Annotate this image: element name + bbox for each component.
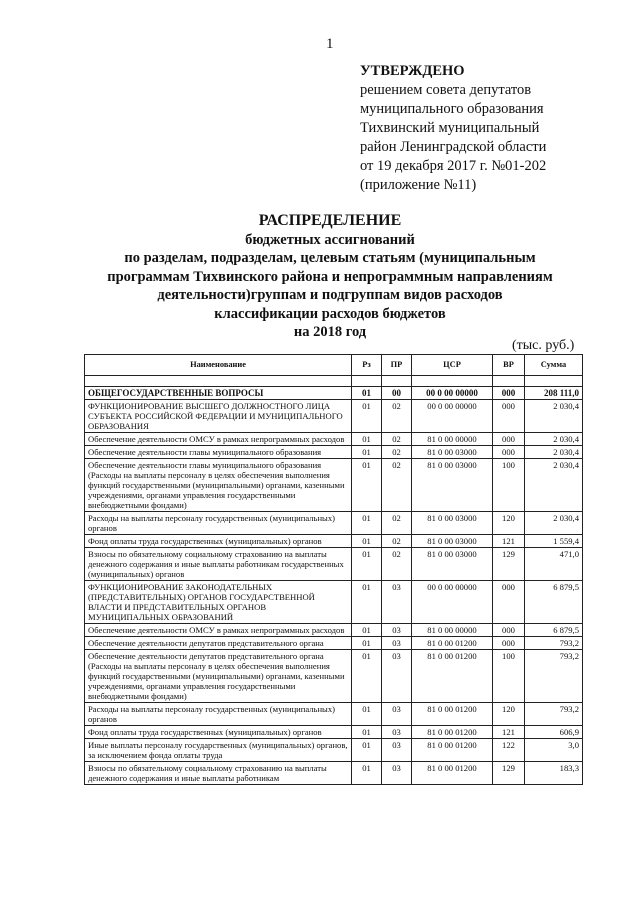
- document-title: [80, 212, 580, 342]
- cell-vr: 129: [493, 762, 525, 785]
- table-row: [85, 637, 583, 650]
- cell-sum: 2 030,4: [525, 433, 583, 446]
- title-line: по разделам, подразделам, целевым статьям (муниципальным: [124, 250, 536, 266]
- cell-sum: 3,0: [525, 739, 583, 762]
- table-row: [85, 535, 583, 548]
- approval-line: (приложение №11): [360, 177, 477, 193]
- approval-line: от 19 декабря 2017 г. №01-202: [360, 158, 547, 174]
- cell-vr: 000: [493, 624, 525, 637]
- cell-pr: 03: [382, 762, 412, 785]
- cell-csr: 00 0 00 00000: [412, 400, 493, 433]
- table-row: [85, 433, 583, 446]
- header-vr: ВР: [493, 355, 525, 376]
- approval-heading: УТВЕРЖДЕНО: [360, 63, 465, 79]
- cell-name: ФУНКЦИОНИРОВАНИЕ ЗАКОНОДАТЕЛЬНЫХ (ПРЕДСТАВИТЕЛЬНЫХ) ОРГАНОВ ГОСУДАРСТВЕННОЙ ВЛАСТИ И ПРЕДСТАВИТЕЛЬНЫХ ОРГАНОВ МУНИЦИПАЛЬНЫХ ОБРАЗОВАНИЙ: [85, 581, 352, 624]
- cell-sum: 2 030,4: [525, 446, 583, 459]
- cell-rz: 01: [352, 400, 382, 433]
- title-line: на 2018 год: [293, 324, 367, 340]
- cell-name: Обеспечение деятельности депутатов представительного органа: [85, 637, 352, 650]
- table-body: [85, 376, 583, 785]
- spacer-row: [85, 376, 583, 387]
- cell-vr: 000: [493, 581, 525, 624]
- cell-sum: 793,2: [525, 650, 583, 703]
- cell-sum: 183,3: [525, 762, 583, 785]
- cell-pr: 03: [382, 624, 412, 637]
- cell-name: Фонд оплаты труда государственных (муниципальных) органов: [85, 726, 352, 739]
- cell-vr: 121: [493, 535, 525, 548]
- approval-block: [360, 62, 546, 195]
- table-row: [85, 548, 583, 581]
- cell-name: Иные выплаты персоналу государственных (муниципальных) органов, за исключением фонда оплаты труда: [85, 739, 352, 762]
- cell-name: Расходы на выплаты персоналу государственных (муниципальных) органов: [85, 703, 352, 726]
- table-row: [85, 387, 583, 400]
- cell-vr: 100: [493, 650, 525, 703]
- cell-name: Расходы на выплаты персоналу государственных (муниципальных) органов: [85, 512, 352, 535]
- cell-vr: 100: [493, 459, 525, 512]
- cell-rz: 01: [352, 762, 382, 785]
- cell-rz: 01: [352, 581, 382, 624]
- cell-pr: 03: [382, 726, 412, 739]
- cell-name: Обеспечение деятельности главы муниципального образования: [85, 446, 352, 459]
- cell-sum: 471,0: [525, 548, 583, 581]
- cell-pr: 02: [382, 433, 412, 446]
- cell-rz: 01: [352, 548, 382, 581]
- cell-vr: 122: [493, 739, 525, 762]
- cell-name: Обеспечение деятельности ОМСУ в рамках непрограммных расходов: [85, 433, 352, 446]
- approval-line: район Ленинградской области: [360, 139, 547, 155]
- cell-vr: 000: [493, 400, 525, 433]
- cell-rz: 01: [352, 459, 382, 512]
- cell-rz: 01: [352, 637, 382, 650]
- cell-csr: 81 0 00 03000: [412, 446, 493, 459]
- cell-vr: 120: [493, 703, 525, 726]
- title-line: бюджетных ассигнований: [245, 231, 415, 248]
- cell-csr: 81 0 00 01200: [412, 637, 493, 650]
- title-main: РАСПРЕДЕЛЕНИЕ: [258, 212, 402, 229]
- cell-rz: 01: [352, 624, 382, 637]
- cell-csr: 81 0 00 01200: [412, 762, 493, 785]
- cell-csr: 81 0 00 01200: [412, 703, 493, 726]
- cell-vr: 000: [493, 637, 525, 650]
- cell-pr: 03: [382, 650, 412, 703]
- cell-pr: 02: [382, 446, 412, 459]
- table-row: [85, 726, 583, 739]
- cell-rz: 01: [352, 726, 382, 739]
- table-row: [85, 446, 583, 459]
- cell-csr: 00 0 00 00000: [412, 581, 493, 624]
- cell-rz: 01: [352, 446, 382, 459]
- cell-rz: 01: [352, 535, 382, 548]
- cell-rz: 01: [352, 512, 382, 535]
- table-row: [85, 459, 583, 512]
- header-pr: ПР: [382, 355, 412, 376]
- cell-vr: 120: [493, 512, 525, 535]
- header-name: Наименование: [85, 355, 352, 376]
- cell-vr: 000: [493, 433, 525, 446]
- table-row: [85, 762, 583, 785]
- cell-rz: 01: [352, 387, 382, 400]
- cell-pr: 03: [382, 703, 412, 726]
- cell-sum: 1 559,4: [525, 535, 583, 548]
- cell-vr: 121: [493, 726, 525, 739]
- cell-name: Обеспечение деятельности депутатов представительного органа (Расходы на выплаты персоналу в целях обеспечения выполнения функций государственными (муниципальными) органами, казенными учреждениями, органами управления государственными внебюджетными фондами): [85, 650, 352, 703]
- table-row: [85, 650, 583, 703]
- cell-vr: 000: [493, 387, 525, 400]
- unit-label: (тыс. руб.): [512, 338, 575, 353]
- cell-rz: 01: [352, 650, 382, 703]
- title-line: классификации расходов бюджетов: [214, 305, 446, 322]
- approval-line: Тихвинский муниципальный: [360, 120, 540, 136]
- cell-pr: 02: [382, 400, 412, 433]
- cell-pr: 03: [382, 581, 412, 624]
- title-line: программам Тихвинского района и непрограммным направлениям: [107, 268, 553, 285]
- table-row: [85, 703, 583, 726]
- cell-sum: 208 111,0: [525, 387, 583, 400]
- cell-csr: 81 0 00 01200: [412, 650, 493, 703]
- cell-pr: 02: [382, 548, 412, 581]
- table-row: [85, 512, 583, 535]
- cell-name: Фонд оплаты труда государственных (муниципальных) органов: [85, 535, 352, 548]
- cell-csr: 81 0 00 03000: [412, 512, 493, 535]
- cell-csr: 81 0 00 03000: [412, 459, 493, 512]
- cell-rz: 01: [352, 703, 382, 726]
- cell-sum: 2 030,4: [525, 400, 583, 433]
- cell-vr: 129: [493, 548, 525, 581]
- cell-sum: 793,2: [525, 703, 583, 726]
- header-csr: ЦСР: [412, 355, 493, 376]
- approval-line: решением совета депутатов: [360, 82, 532, 98]
- cell-name: ФУНКЦИОНИРОВАНИЕ ВЫСШЕГО ДОЛЖНОСТНОГО ЛИЦА СУБЪЕКТА РОССИЙСКОЙ ФЕДЕРАЦИИ И МУНИЦИПАЛЬНОГО ОБРАЗОВАНИЯ: [85, 400, 352, 433]
- cell-name: Взносы по обязательному социальному страхованию на выплаты денежного содержания и иные выплаты работникам государственных (муниципальных) органов: [85, 548, 352, 581]
- cell-name: ОБЩЕГОСУДАРСТВЕННЫЕ ВОПРОСЫ: [85, 387, 352, 400]
- budget-table: [84, 354, 583, 785]
- cell-sum: 606,9: [525, 726, 583, 739]
- cell-csr: 81 0 00 00000: [412, 624, 493, 637]
- cell-sum: 2 030,4: [525, 459, 583, 512]
- table-row: [85, 739, 583, 762]
- cell-pr: 00: [382, 387, 412, 400]
- table-row: [85, 581, 583, 624]
- cell-csr: 81 0 00 01200: [412, 739, 493, 762]
- cell-csr: 00 0 00 00000: [412, 387, 493, 400]
- page-number: 1: [326, 36, 334, 52]
- cell-name: Взносы по обязательному социальному страхованию на выплаты денежного содержания и иные выплаты работникам: [85, 762, 352, 785]
- cell-rz: 01: [352, 739, 382, 762]
- table-row: [85, 400, 583, 433]
- cell-pr: 03: [382, 739, 412, 762]
- approval-line: муниципального образования: [360, 101, 544, 117]
- cell-pr: 02: [382, 512, 412, 535]
- cell-csr: 81 0 00 03000: [412, 548, 493, 581]
- table-row: [85, 624, 583, 637]
- cell-csr: 81 0 00 01200: [412, 726, 493, 739]
- table-header-row: [85, 355, 583, 376]
- cell-pr: 02: [382, 459, 412, 512]
- cell-rz: 01: [352, 433, 382, 446]
- cell-csr: 81 0 00 03000: [412, 535, 493, 548]
- cell-sum: 2 030,4: [525, 512, 583, 535]
- cell-sum: 6 879,5: [525, 581, 583, 624]
- cell-name: Обеспечение деятельности главы муниципального образования (Расходы на выплаты персоналу в целях обеспечения выполнения функций государственными (муниципальными) органами, казенными учреждениями, органами управления государственными внебюджетными фондами): [85, 459, 352, 512]
- title-line: деятельности)группам и подгруппам видов расходов: [157, 287, 503, 303]
- cell-sum: 793,2: [525, 637, 583, 650]
- cell-pr: 02: [382, 535, 412, 548]
- cell-csr: 81 0 00 00000: [412, 433, 493, 446]
- cell-vr: 000: [493, 446, 525, 459]
- cell-pr: 03: [382, 637, 412, 650]
- header-sum: Сумма: [525, 355, 583, 376]
- cell-name: Обеспечение деятельности ОМСУ в рамках непрограммных расходов: [85, 624, 352, 637]
- header-rz: Рз: [352, 355, 382, 376]
- cell-sum: 6 879,5: [525, 624, 583, 637]
